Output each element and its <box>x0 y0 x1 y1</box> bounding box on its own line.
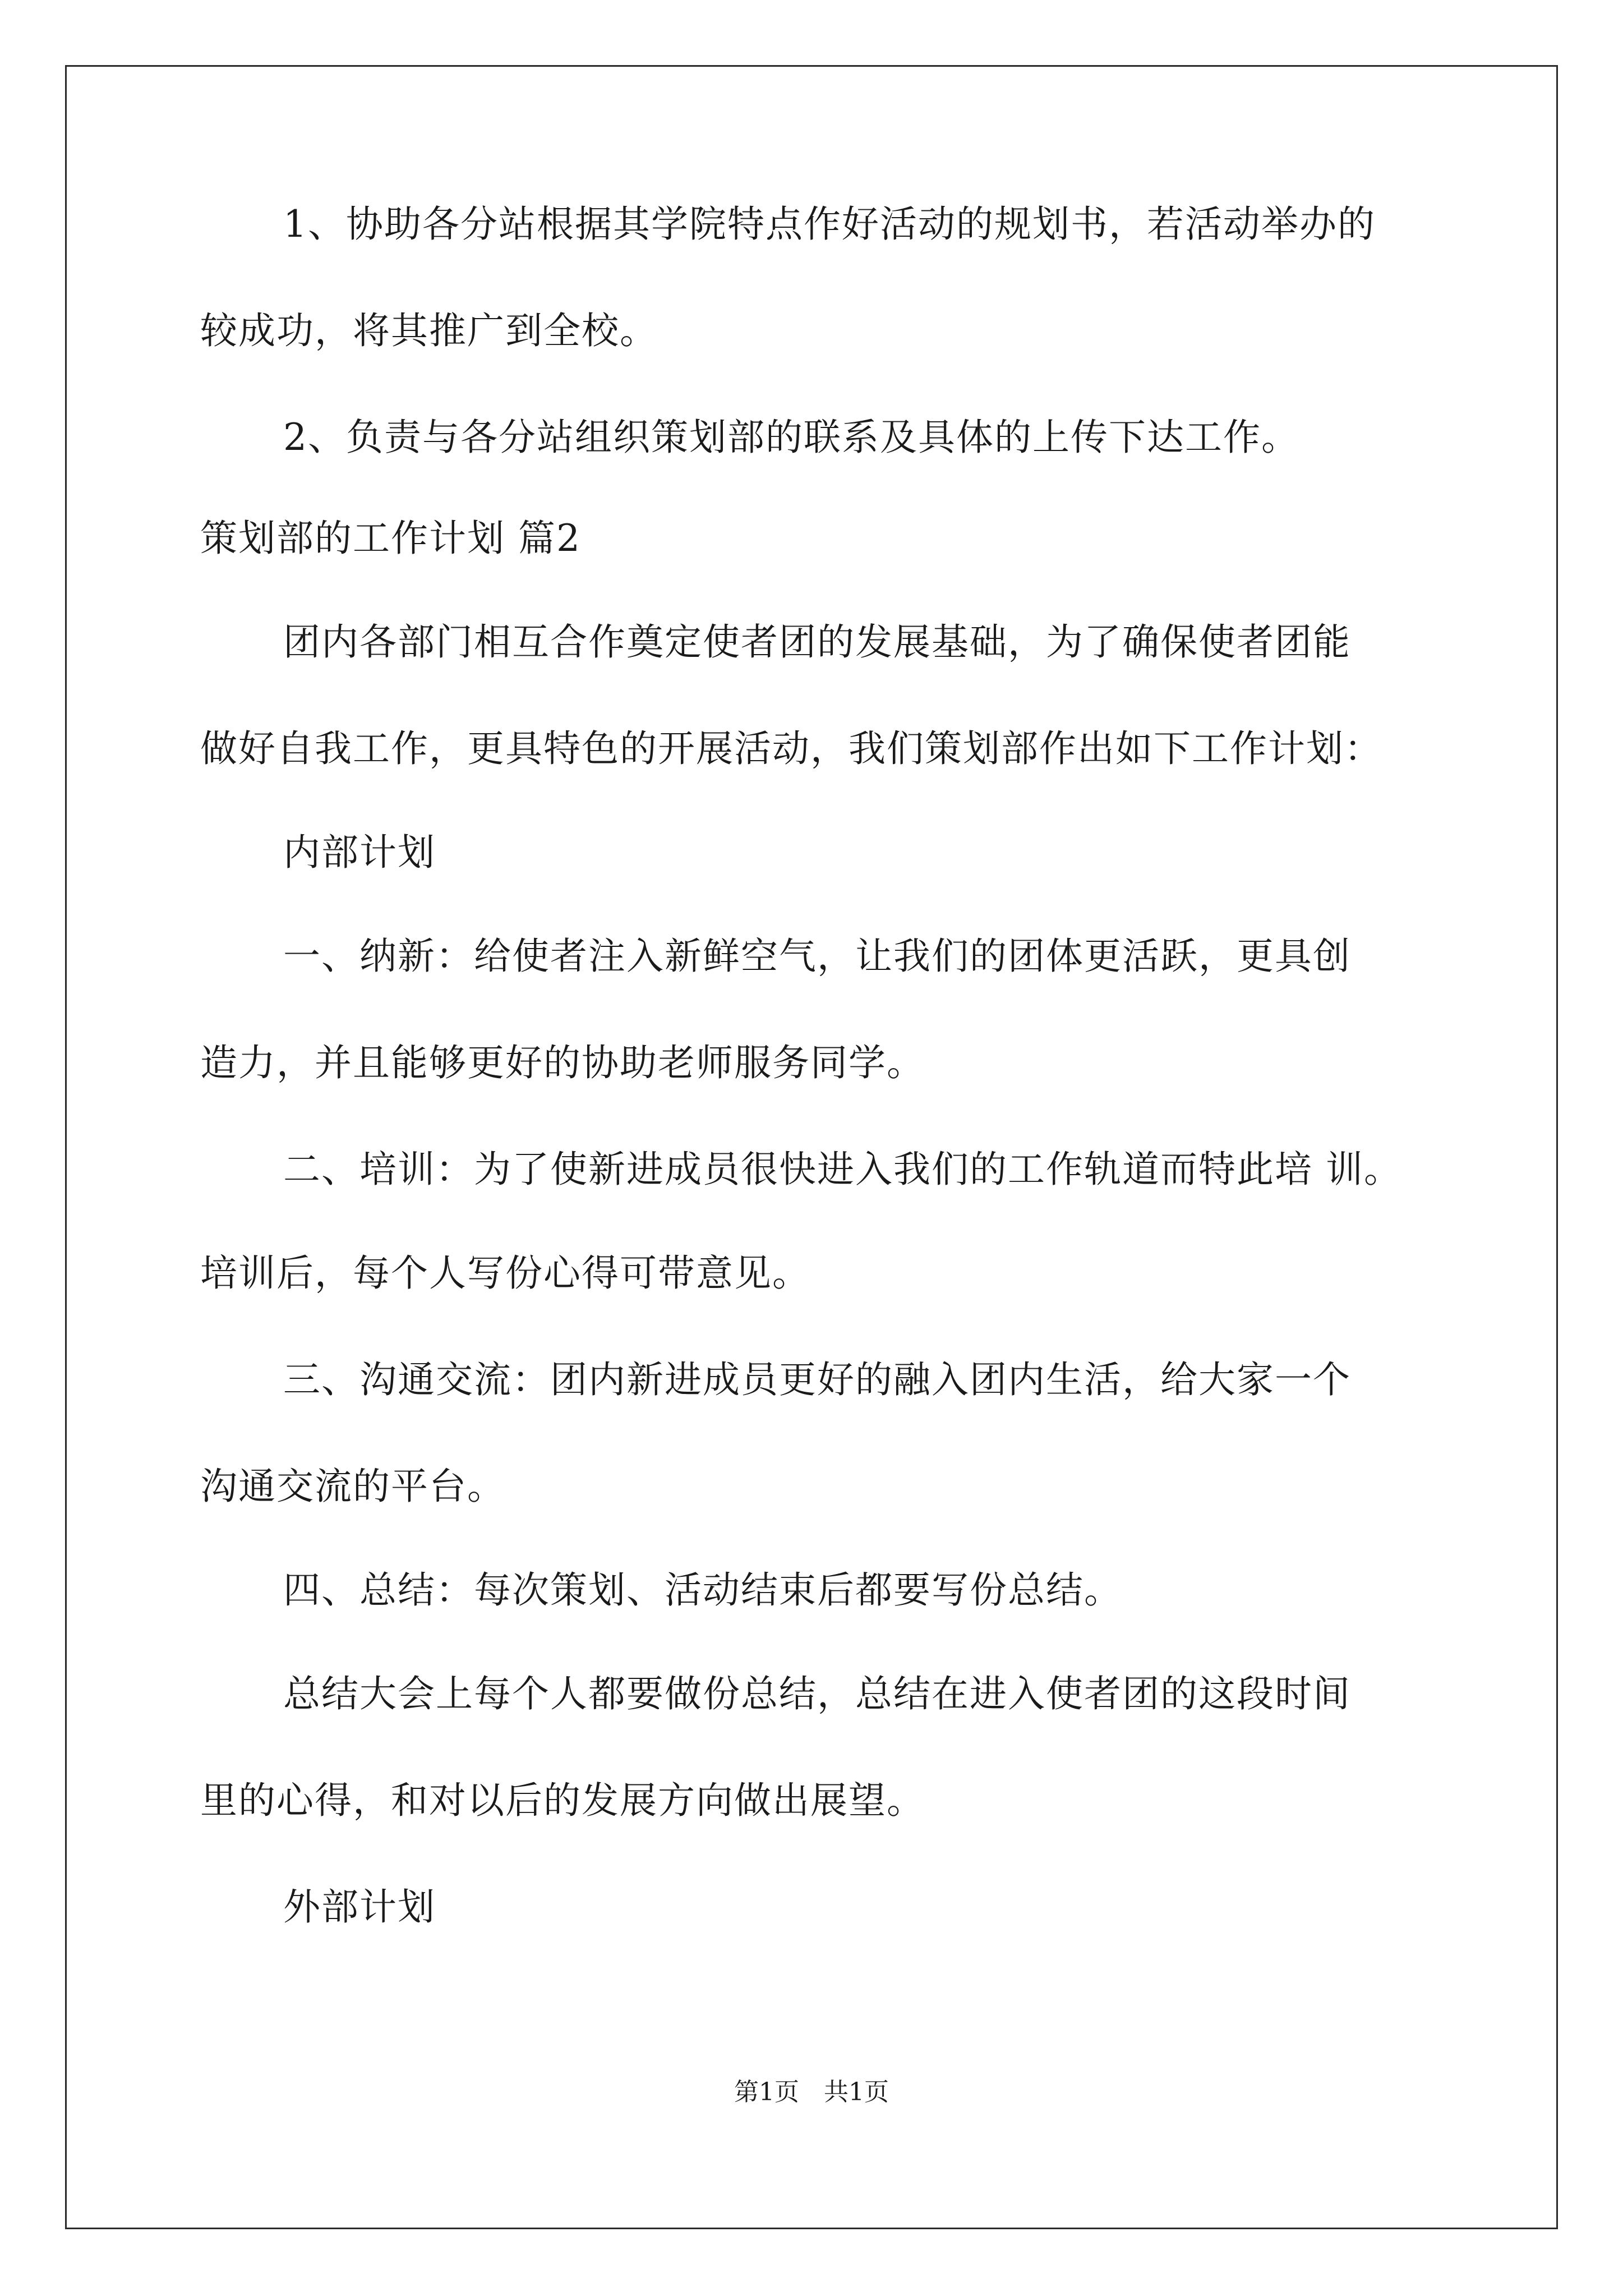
paragraph-line: 里的心得，和对以后的发展方向做出展望。 <box>200 1779 925 1822</box>
subheading: 内部计划 <box>283 831 436 874</box>
paragraph-line: 造力，并且能够更好的协助老师服务同学。 <box>200 1041 925 1084</box>
paragraph-line: 四、总结：每次策划、活动结束后都要写份总结。 <box>283 1568 1122 1612</box>
paragraph-line: 较成功，将其推广到全校。 <box>200 309 658 352</box>
section-heading: 策划部的工作计划 篇2 <box>200 517 581 560</box>
paragraph-line: 团内各部门相互合作奠定使者团的发展基础，为了确保使者团能 <box>283 620 1351 664</box>
paragraph-line: 1、协助各分站根据其学院特点作好活动的规划书，若活动举办的 <box>283 203 1376 246</box>
paragraph-line: 三、沟通交流：团内新进成员更好的融入团内生活，给大家一个 <box>283 1358 1351 1401</box>
paragraph-line: 2、负责与各分站组织策划部的联系及具体的上传下达工作。 <box>283 416 1299 459</box>
paragraph-line: 一、纳新：给使者注入新鲜空气，让我们的团体更活跃，更具创 <box>283 935 1351 978</box>
paragraph-line: 做好自我工作，更具特色的开展活动，我们策划部作出如下工作计划： <box>200 727 1382 770</box>
paragraph-line: 二、培训：为了使新进成员很快进入我们的工作轨道而特此培 训。 <box>283 1148 1402 1191</box>
paragraph-line: 培训后，每个人写份心得可带意见。 <box>200 1251 810 1295</box>
paragraph-line: 沟通交流的平台。 <box>200 1465 505 1508</box>
page-footer: 第1页 共1页 <box>734 2078 889 2106</box>
paragraph-line: 总结大会上每个人都要做份总结，总结在进入使者团的这段时间 <box>283 1672 1351 1715</box>
subheading: 外部计划 <box>283 1885 436 1929</box>
